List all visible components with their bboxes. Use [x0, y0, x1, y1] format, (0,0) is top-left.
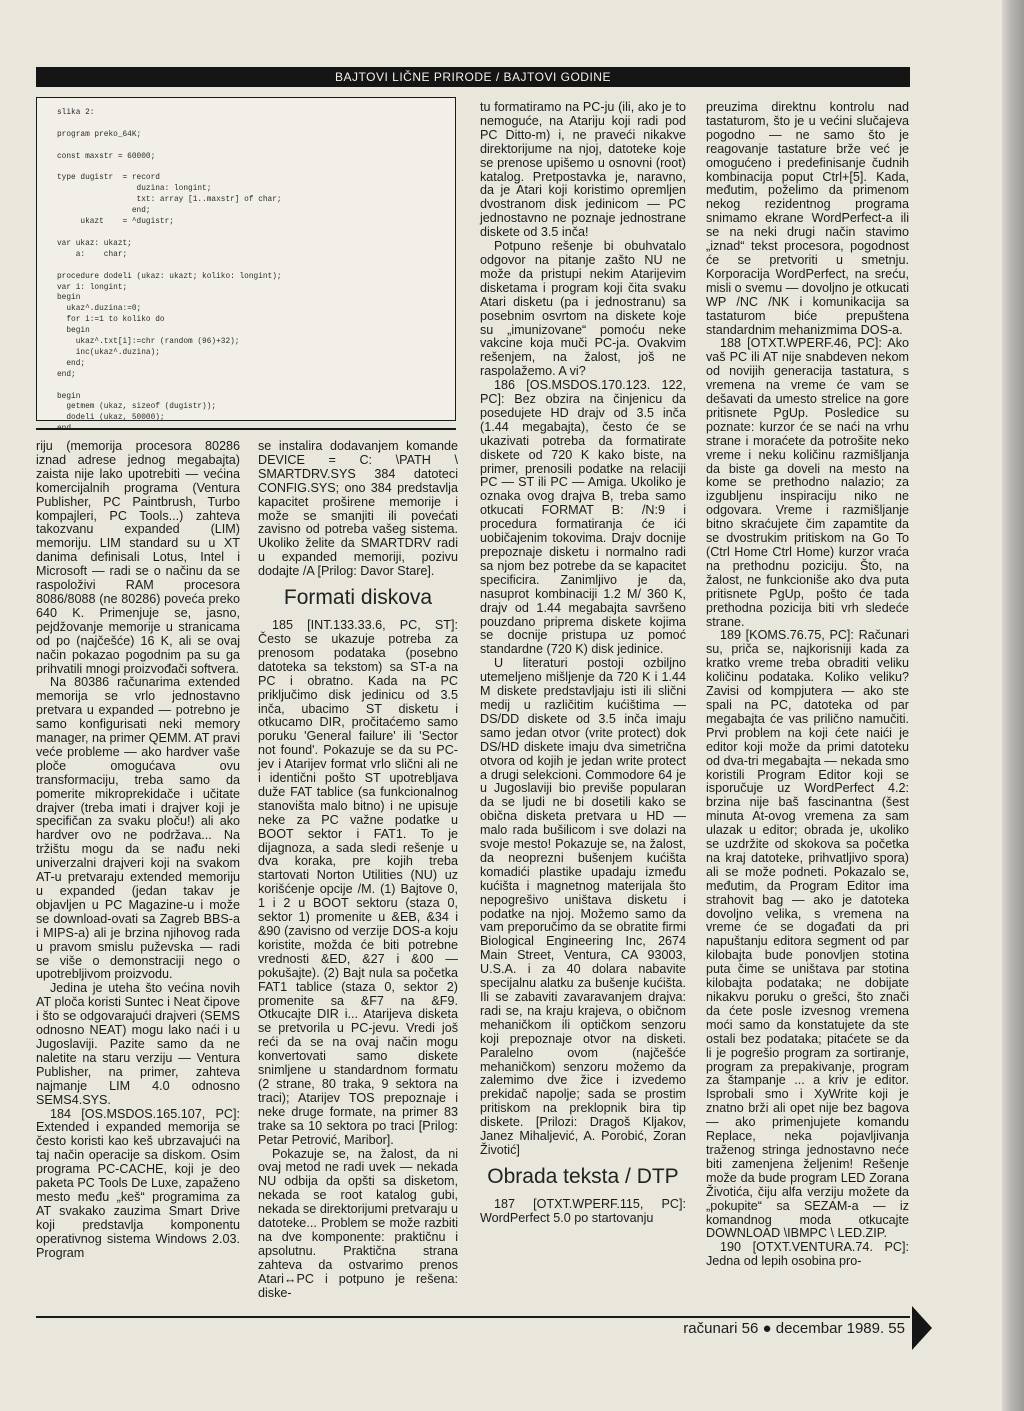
paragraph: 188 [OTXT.WPERF.46, PC]: Ako vaš PC ili AT nije snabdeven nekom od novijih generacija tastatura, s vremena na vreme će vam se dešavati da umesto strelice na gore pritisnete PgUp. Posledice su poznate: kurzor će se naći na vrhu strane i moraćete da potrošite neko vreme i neku količinu razmišljanja da biste ga doveli na mesto na kome se prethodno nalazio; za izgubljenu inspiraciju niko ne odgovara. Vreme i razmišljanje bitno skraćujete čim zapamtite da se dvostrukim pritiskom na Go To (Ctrl Home Ctrl Home) kurzor vraća na prethodnu poziciju. Što, na žalost, ne funkcioniše ako dva puta pritisnete PgUp, pošto će tada prethodna pozicija biti vrh sledeće strane. [706, 336, 909, 629]
paragraph: Pokazuje se, na žalost, da ni ovaj metod ne radi uvek — nekada NU odbija da opšti sa disketom, nekada se root katalog gubi, nekada se direktorijumi pretvaraju u datoteke... Problem se može razbiti na dve komponente: praktičnu i apsolutnu. Praktična strana zahteva da ostvarimo prenos Atari↔PC i potpuno je rešena: diske- [258, 1146, 458, 1300]
paragraph: preuzima direktnu kontrolu nad tastaturom, što je u većini slučajeva pogodno — ne samo što je reagovanje tastature brže već je omogućeno i predefinisanje čudnih kombinacija poput Ctrl+[5]. Kada, međutim, poželimo da primenom nekog rezidentnog programa snimamo ekrane WordPerfect-a ili se na neki drugi način stavimo „iznad“ tekst procesora, pogodnost će se pretvoriti u smetnju. Korporacija WordPerfect, na sreću, misli o svemu — dovoljno je otkucati WP /NC /NK i komunikacija sa tastaturom biće prepuštena standardnim mehanizmima DOS-a. [706, 100, 909, 337]
paragraph: Jedina je uteha što većina novih AT ploča koristi Suntec i Neat čipove i što se odgovarajući drajveri (SEMS odnosno NEAT) mogu lako naći i u Jugoslaviji. Pazite samo da ne naletite na staru verziju — Ventura Publisher, na primer, zahteva najmanje LIM 4.0 odnosno SEMS4.SYS. [36, 981, 240, 1107]
paragraph: tu formatiramo na PC-ju (ili, ako je to nemoguće, na Atariju koji radi pod PC Ditto-m) i, ne praveći nikakve direktorijume na njoj, datoteke koje se prenose upišemo u osnovni (root) katalog. Pretpostavka je, naravno, da je Atari koji koristimo opremljen dvostranom disk jedinicom — PC jednostavno ne poznaje jednostrane diskete od 3.5 inča! [480, 100, 686, 240]
paragraph: 186 [OS.MSDOS.170.123. 122, PC]: Bez obzira na činjenicu da posedujete HD drajv od 3.5 inča (1.44 megabajta), često će se ukazivati potreba da formatirate diskete od 720 K kako biste, na primer, prenosili podatke na relaciji PC — ST ili PC — Amiga. Ukoliko je oznaka ovog drajva B, treba samo otkucati FORMAT B: /N:9 i procedura formatiranja će ići uobičajenim tokovima. Drajv docnije prepoznaje disketu i normalno radi sa njom bez potrebe da se kapacitet specificira. Zanimljivo je da, nasuprot kombinaciji 1.2 M/ 360 K, drajv od 1.44 megabajta savršeno pouzdano priprema diskete kojima se docnije pristupa uz pomoć standardne (720 K) disk jedinice. [480, 378, 686, 657]
code-listing-box [36, 97, 456, 421]
paragraph: Na 80386 računarima extended memorija se vrlo jednostavno pretvara u expanded — potrebno je samo konfigurisati neki memory manager, na primer QEMM. AT pravi veće probleme — ako hardver vaše ploče omogućava ovu transformaciju, treba samo da pomerite mikroprekidače i učitate drajver (treba imati i drajver koji je specifičan za svaku ploču!) ali ako hardver ovo ne podržava... Na tržištu mogu da se nađu neki univerzalni drajveri koji na svakom AT-u pretvaraju extended memoriju u expanded (jedan takav je objavljen u PC Magazine-u i može se download-ovati sa Zagreb BBS-a i MIPS-a) ali je brzina njihovog rada u pravom smislu puževska — radi se više o demonstraciji nego o upotrebljivom proizvodu. [36, 675, 240, 982]
column-1 [36, 440, 240, 1308]
column-3 [480, 101, 686, 1313]
heading-formati-diskova: Formati diskova [283, 586, 433, 610]
next-page-edge [1002, 0, 1024, 1411]
paragraph: se instalira dodavanjem komande DEVICE = C: \PATH \ SMARTDRV.SYS 384 datoteci CONFIG.SYS; ono 384 predstavlja kapacitet proširene memorije i može se smanjiti ili povećati zavisno od potreba vašeg sistema. Ukoliko želite da SMARTDRV radi u expanded memoriji, pozivu dodajte /A [Prilog: Davor Stare]. [258, 439, 458, 579]
page-footer: računari 56 ● decembar 1989. 55 [683, 1320, 905, 1337]
column-4 [706, 101, 909, 1313]
paragraph: 185 [INT.133.33.6, PC, ST]: Često se ukazuje potreba za prenosom podataka (posebno datoteka sa tekstom) sa ST-a na PC i obratno. Kada na PC priključimo disk jedinicu od 3.5 inča, ubacimo ST disketu i otkucamo DIR, pročitaćemo samo poruku 'General failure' ili 'Sector not found'. Pokazuje se da su PC-jev i Atarijev format vrlo slični ali ne i identični pošto ST upotrebljava duže FAT tablice (sa funkcionalnog stanovišta malo bitno) i ne upisuje neke za PC važne podatke u BOOT sektor i FAT1. To je dijagnoza, a sada sledi rešenje u dva koraka, pre kojih treba startovati Norton Utilities (NU) uz korišćenje opcije /M. (1) Bajtove 0, 1 i 2 u BOOT sektoru (staza 0, sektor 1) promenite u &EB, &34 i &90 (zavisno od verzije DOS-a koju koristite, možda će biti potrebne vrednosti &ED, &27 i &00 — pokušajte). (2) Bajt nula sa početka FAT1 tablice (staza 0, sektor 2) promenite sa &F7 na &F9. Otkucajte DIR i... Atarijeva disketa se pretvorila u PC-jevu. Vredi još reći da se na ovaj način mogu konvertovati samo diskete snimljene u standardnom formatu (2 strane, 80 traka, 9 sektora na traci); Atarijev TOS prepoznaje i neke druge formate, na primer 83 trake sa 10 sektora po traci [Prilog: Petar Petrović, Maribor]. [258, 618, 458, 1147]
column-2 [258, 440, 458, 1308]
paragraph: Potpuno rešenje bi obuhvatalo odgovor na pitanje zašto NU ne može da pristupi nekim Atarijevim disketama i program koji čita svaku Atari disketu (pa i jednostranu) sa posebnim osvrtom na diskete koje su „imunizovane“ pomoću neke vakcine koja muči PC-ja. Ovakvim rešenjem, na žalost, još ne raspolažemo. A vi? [480, 239, 686, 379]
code-box-rule [36, 428, 456, 430]
paragraph: 184 [OS.MSDOS.165.107, PC]: Extended i expanded memorija se često koristi kao keš ubrzavajući na taj način operacije sa diskom. Osim programa PC-CACHE, koji je deo paketa PC Tools De Luxe, zapaženo mesto među „keš“ programima za AT svakako zauzima Smart Drive koji predstavlja komponentu operativnog sistema Windows 2.03. Program [36, 1106, 240, 1260]
paragraph: U literaturi postoji ozbiljno utemeljeno mišljenje da 720 K i 1.44 M diskete predstavljaju isti ili slični medij u različitim kućištima — DS/DD diskete od 3.5 inča imaju samo jedan otvor (vrite protect) dok DS/HD diskete imaju dva simetrična otvora od kojih je jedan write protect a drugi selekcioni. Commodore 64 je u Jugoslaviji bio previše popularan da se ljudi ne bi dosetili kako se obična disketa pretvara u HD — malo rada bušilicom i sve dolazi na svoje mesto! Pokazuje se, na žalost, da neoprezni bušenjem kućišta komadići plastike upadaju između kućišta i magnetnog materijala što nepogrešivo uništava disketu i podatke na njoj. Možemo samo da vam preporučimo da se obratite firmi Biological Engineering Inc, 2674 Main Street, Ventura, CA 93003, U.S.A. i za 40 dolara nabavite specijalnu alatku za bušenje kućišta. Ili se zabaviti zavaravanjem drajva: radi se, na kraju krajeva, o običnom mehaničkom ili optičkom senzoru koji prepoznaje otvor na disketi. Paralelno ovom (najčešće mehaničkom) senzoru možemo da zalemimo dve žice i izvedemo prekidač napolje; sada se prostim pritiskom na preklopnik bira tip diskete. [Prilozi: Dragoš Kljakov, Janez Mihaljević, A. Porobić, Zoran Životić] [480, 656, 686, 1157]
paragraph: 190 [OTXT.VENTURA.74. PC]: Jedna od lepih osobina pro- [706, 1240, 909, 1269]
continue-arrow-icon [912, 1306, 932, 1350]
section-banner: BAJTOVI LIČNE PRIRODE / BAJTOVI GODINE [36, 67, 910, 87]
paragraph: 189 [KOMS.76.75, PC]: Računari su, priča se, najkorisniji kada za kratko vreme treba obraditi veliku količinu podataka. Koliko veliku? Zavisi od kompjutera — ako ste spali na PC, datoteka od par megabajta će vas prilično namučiti. Prvi problem na koji ćete naići je editor koji može da primi datoteku od dva-tri megabajta — nekada smo koristili Program Editor koji se isporučuje uz WordPerfect 4.2: brzina nije baš fascinantna (šest minuta At-ovog vremena za sam ulazak u editor; obrada je, ukoliko se uzdržite od skokova sa početka na kraj datoteke, prihvatljivo spora) ali se može podneti. Pokazalo se, međutim, da Program Editor ima strahovit bag — ako je datoteka dovoljno velika, s vremena na vreme će se događati da pri napuštanju editora segment od par kilobajta bude ponovljen stotina puta čime se uništava par stotina kilobajta podataka; ne dobijate nikakvu poruku o grešci, što znači da ćete posle izvesnog vremena moći samo da konstatujete da ste ostali bez podataka; pitaćete se da li je pogrešio program za sortiranje, program za prepakivanje, program za štampanje ... a kriv je editor. Isprobali smo i XyWrite koji je znatno brži ali opet nije bez bagova — ako primenjujete komandu Replace, neka pojavljivanja traženog stringa jednostavno neće biti zamenjena željenim! Rešenje može da bude program LED Zorana Životića, čiju alfa verziju možete da „pokupite“ sa SEZAM-a — iz komandnog moda otkucajte DOWNLOAD \IBMPC \ LED.ZIP. [706, 628, 910, 1241]
bottom-rule [36, 1316, 910, 1318]
paragraph: riju (memorija procesora 80286 iznad adrese jednog megabajta) zaista nije lako upotrebiti — većina komercijalnih programa (Ventura Publisher, PC Paintbrush, Turbo kompajleri, PC Tools...) zahteva takozvanu expanded (LIM) memoriju. LIM standard su u XT danima definisali Lotus, Intel i Microsoft — radi se o načinu da se raspoloživi RAM procesora 8086/8088 (ne 80286) poveća preko 640 K. Primenjuje se, jasno, pejdžovanje memorije u stranicama od po (najčešće) 16 K, ali se ovaj način pokazao pogodnim pa su ga prihvatili mnogi proizvođači softvera. [36, 439, 240, 676]
paragraph: 187 [OTXT.WPERF.115, PC]: WordPerfect 5.0 po startovanju [480, 1196, 686, 1225]
heading-obrada-teksta: Obrada teksta / DTP [487, 1164, 679, 1188]
pascal-code-listing: slika 2: program preko_64K; const maxstr = 60000; type dugistr = record duzina: longint; txt: array [1..maxstr] of char; end; ukazt = ^dugistr; var ukaz: ukazt; a: char; procedure dodeli (ukaz: ukazt; koliko: longint); var i: longint; begin ukaz^.duzina:=0; for i:=1 to koliko do begin ukaz^.txt[i]:=chr (random (96)+32); inc(ukaz^.duzina); end; end; begin getmem (ukaz, sizeof (dugistr)); dodeli (ukaz, 50000); [57, 109, 282, 423]
